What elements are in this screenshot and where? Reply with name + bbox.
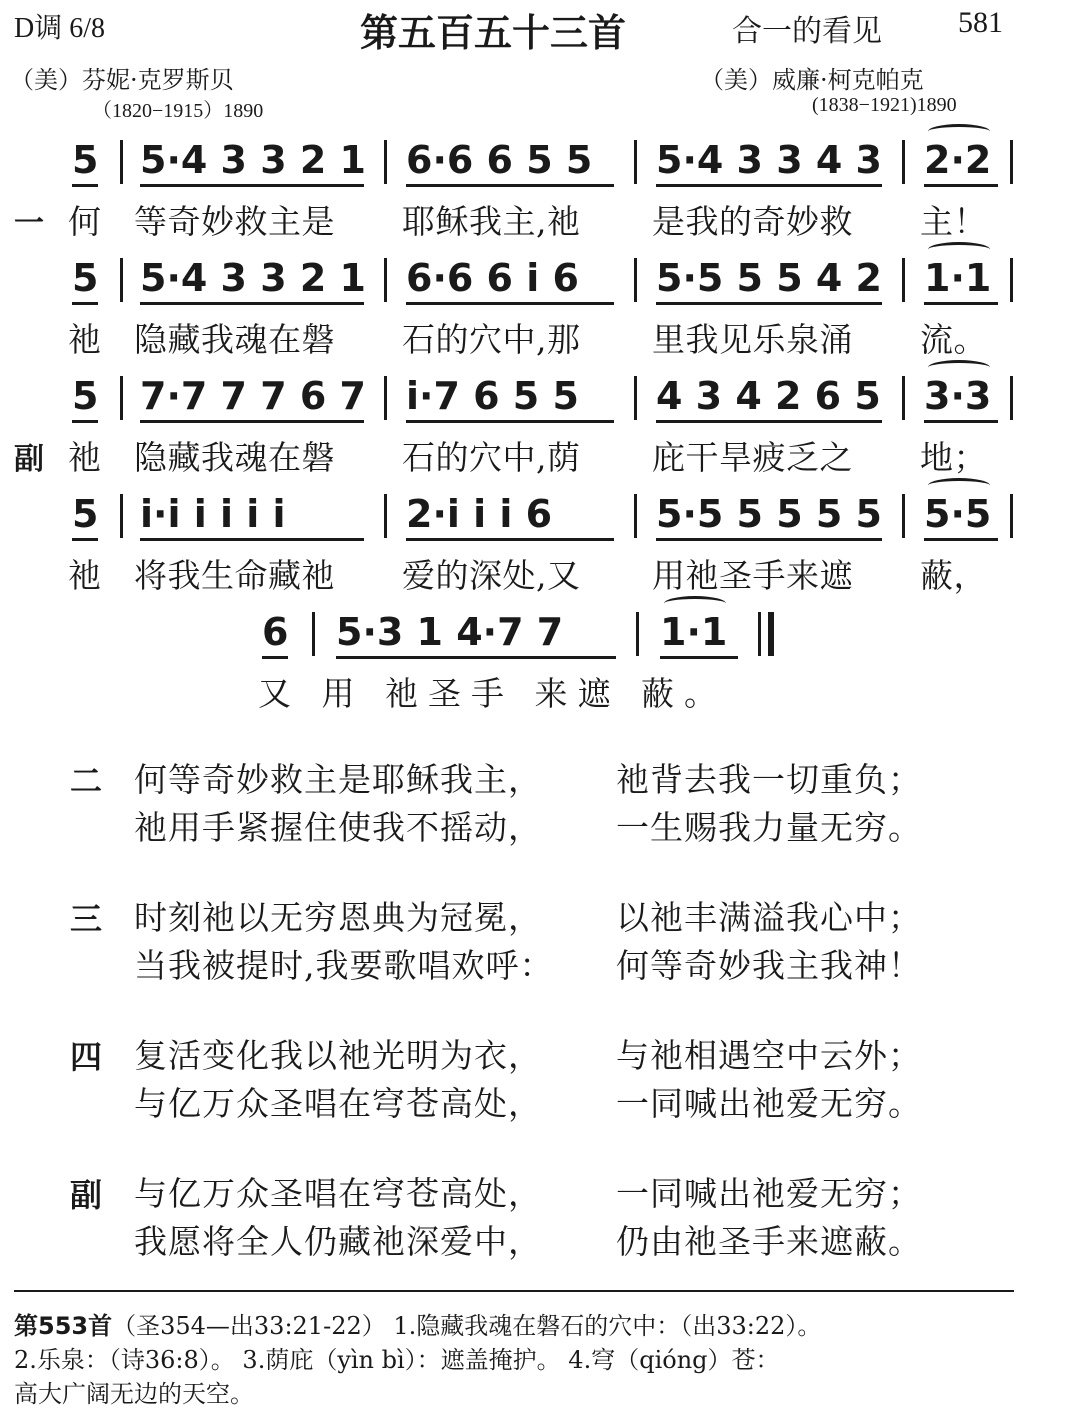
verse-line: 我愿将全人仍藏祂深爱中，: [134, 1222, 542, 1261]
underline: [924, 302, 998, 305]
footnote-divider: [14, 1290, 1014, 1292]
underline: [924, 184, 998, 187]
underline: [656, 184, 882, 187]
hymn-subtitle: 合一的看见: [732, 14, 882, 49]
verse-line: 祂背去我一切重负；: [616, 760, 922, 799]
verse-number: 四: [70, 1038, 103, 1076]
barline: [312, 612, 315, 656]
tie: [928, 242, 990, 257]
lyricist: （美）芬妮·克罗斯贝: [10, 66, 234, 94]
barline: [902, 494, 905, 538]
measure-notes: 2·i i i 6: [406, 492, 553, 536]
barline: [1010, 494, 1013, 538]
lyric: 流。: [920, 320, 987, 359]
barline: [384, 258, 387, 302]
verse-line: 与祂相遇空中云外；: [616, 1036, 922, 1075]
note-pickup: 5: [72, 374, 99, 418]
underline: [406, 538, 614, 541]
lyric: 祂: [68, 320, 102, 359]
tie: [928, 124, 990, 139]
lyric: 又 用 祂圣手 来遮 蔽。: [258, 674, 727, 713]
measure-notes: 6·6 6 5 5: [406, 138, 593, 182]
verse-line: 与亿万众圣唱在穹苍高处，: [134, 1174, 542, 1213]
lyric: 隐藏我魂在磐: [134, 438, 335, 477]
final-barline: [768, 612, 774, 656]
lyric: 等奇妙救主是: [134, 202, 335, 241]
underline: [924, 538, 998, 541]
final-barline: [758, 612, 761, 656]
tie: [928, 478, 990, 493]
verse-line: 以祂丰满溢我心中；: [616, 898, 922, 937]
barline: [902, 140, 905, 184]
verse-line: 时刻祂以无穷恩典为冠冕，: [134, 898, 542, 937]
verse-line: 何等奇妙救主是耶稣我主，: [134, 760, 542, 799]
lyric: 是我的奇妙救: [652, 202, 853, 241]
note-pickup: 6: [262, 610, 289, 654]
measure-notes: 4 3 4 2 6 5: [656, 374, 881, 418]
composer: （美）威廉·柯克帕克: [700, 66, 924, 94]
verse-line: 当我被提时,我要歌唱欢呼：: [134, 946, 554, 985]
barline: [120, 140, 123, 184]
measure-notes: i·7 6 5 5: [406, 374, 579, 418]
underline: [140, 302, 364, 305]
note-pickup: 5: [72, 492, 99, 536]
lyric: 里我见乐泉涌: [652, 320, 853, 359]
barline: [1010, 258, 1013, 302]
footnote-text: （圣354—出33:21-22） 1.隐藏我魂在磐石的穴中：（出33:22）。: [112, 1312, 822, 1340]
composer-dates: (1838−1921)1890: [812, 94, 957, 116]
footnote-line-3: 高大广阔无边的天空。: [14, 1380, 254, 1408]
verse-line: 与亿万众圣唱在穹苍高处，: [134, 1084, 542, 1123]
tie: [664, 596, 726, 611]
barline: [634, 258, 637, 302]
underline: [262, 656, 288, 659]
footnote-line-2: 2.乐泉：（诗36:8）。 3.荫庇（yìn bì）：遮盖掩护。 4.穹（qióng）苍：: [14, 1346, 780, 1374]
underline: [406, 302, 614, 305]
underline: [140, 184, 364, 187]
lyric: 地；: [920, 438, 987, 477]
barline: [902, 258, 905, 302]
barline: [634, 376, 637, 420]
measure-notes: 5·5: [924, 492, 992, 536]
underline: [660, 656, 738, 659]
verse-number: 二: [70, 762, 103, 800]
measure-notes: 5·3 1 4·7 7: [336, 610, 564, 654]
lyric: 将我生命藏祂: [134, 556, 335, 595]
measure-notes: 6·6 6 i 6: [406, 256, 579, 300]
hymn-title: 第五百五十三首: [360, 11, 627, 55]
measure-notes: 1·1: [660, 610, 728, 654]
underline: [656, 302, 882, 305]
underline: [140, 420, 364, 423]
verse-number: 副: [70, 1176, 103, 1214]
verse-label: 一: [14, 206, 44, 241]
tie: [928, 360, 990, 375]
barline: [120, 258, 123, 302]
lyric: 隐藏我魂在磐: [134, 320, 335, 359]
underline: [72, 184, 98, 187]
measure-notes: 5·4 3 3 2 1: [140, 256, 366, 300]
measure-notes: 5·5 5 5 5 5: [656, 492, 882, 536]
footnote-ref: 第553首: [14, 1312, 113, 1340]
underline: [406, 420, 614, 423]
verse-line: 何等奇妙我主我神！: [616, 946, 922, 985]
lyric: 蔽，: [920, 556, 987, 595]
measure-notes: 5·5 5 5 4 2: [656, 256, 882, 300]
underline: [656, 538, 882, 541]
underline: [406, 184, 614, 187]
verse-line: 祂用手紧握住使我不摇动，: [134, 808, 542, 847]
barline: [384, 140, 387, 184]
verse-number: 三: [70, 900, 103, 938]
lyric: 何: [68, 202, 102, 241]
measure-notes: 7·7 7 7 6 7: [140, 374, 366, 418]
lyric: 石的穴中,那: [402, 320, 581, 359]
barline: [384, 376, 387, 420]
barline: [902, 376, 905, 420]
barline: [120, 494, 123, 538]
measure-notes: 3·3: [924, 374, 992, 418]
lyric: 耶稣我主,祂: [402, 202, 581, 241]
underline: [336, 656, 616, 659]
underline: [140, 538, 364, 541]
barline: [384, 494, 387, 538]
underline: [72, 538, 98, 541]
measure-notes: i·i i i i i: [140, 492, 286, 536]
barline: [120, 376, 123, 420]
chorus-label: 副: [14, 442, 44, 477]
footnote-line-1: [14, 1306, 821, 1341]
note-pickup: 5: [72, 138, 99, 182]
measure-notes: 5·4 3 3 2 1: [140, 138, 366, 182]
lyric: 用祂圣手来遮: [652, 556, 853, 595]
page-number: 581: [958, 6, 1003, 39]
verse-line: 一同喊出祂爱无穷；: [616, 1174, 922, 1213]
underline: [72, 302, 98, 305]
barline: [634, 140, 637, 184]
barline: [636, 612, 639, 656]
measure-notes: 2·2: [924, 138, 992, 182]
lyric: 庇干旱疲乏之: [652, 438, 853, 477]
lyric: 主！: [920, 202, 987, 241]
verse-line: 一生赐我力量无穷。: [616, 808, 922, 847]
lyric: 祂: [68, 556, 102, 595]
verse-line: 仍由祂圣手来遮蔽。: [616, 1222, 922, 1261]
key-signature: D调 6/8: [14, 13, 106, 44]
lyric: 祂: [68, 438, 102, 477]
barline: [1010, 140, 1013, 184]
lyric: 石的穴中,荫: [402, 438, 581, 477]
underline: [72, 420, 98, 423]
verse-line: 一同喊出祂爱无穷。: [616, 1084, 922, 1123]
note-pickup: 5: [72, 256, 99, 300]
barline: [1010, 376, 1013, 420]
underline: [924, 420, 998, 423]
lyricist-dates: （1820−1915）1890: [92, 100, 264, 122]
underline: [656, 420, 882, 423]
barline: [634, 494, 637, 538]
measure-notes: 1·1: [924, 256, 992, 300]
lyric: 爱的深处,又: [402, 556, 581, 595]
verse-line: 复活变化我以祂光明为衣，: [134, 1036, 542, 1075]
measure-notes: 5·4 3 3 4 3: [656, 138, 882, 182]
